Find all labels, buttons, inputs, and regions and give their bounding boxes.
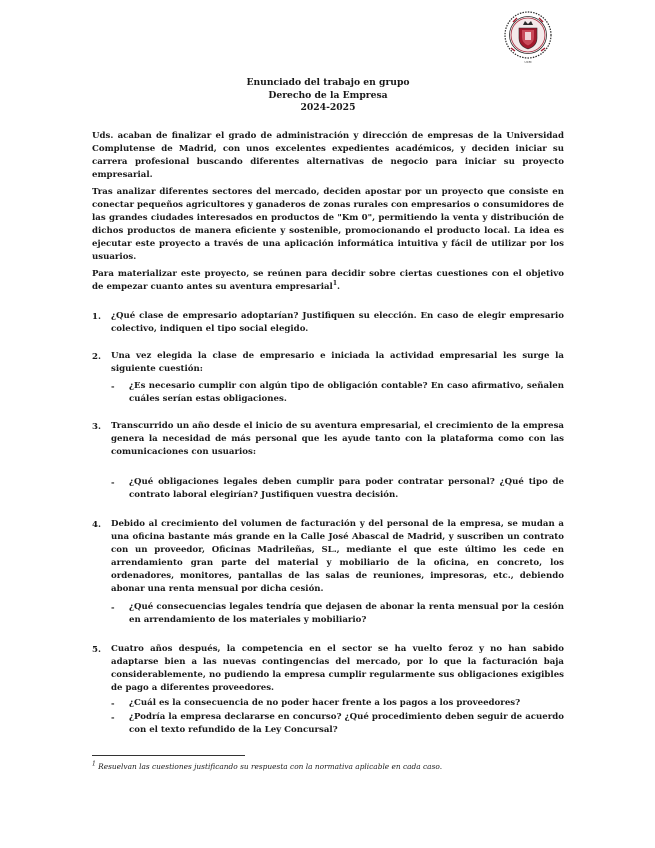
- intro-paragraph-3: [92, 268, 564, 294]
- intro-paragraph-3-text: Para materializar este proyecto, se reúnen para decidir sobre ciertas cuestiones con el objetivo de empezar cuanto antes su aventura empresarial: [92, 269, 564, 293]
- question-3-text: Transcurrido un año desde el inicio de su aventura empresarial, el crecimiento de la empresa genera la necesidad de más personal que les ayude tanto con la plataforma como con las comunicaciones con usuarios:: [111, 421, 564, 458]
- question-4-text: Debido al crecimiento del volumen de facturación y del personal de la empresa, se mudan a una oficina bastante más grande en la Calle José Abascal de Madrid, y suscriben un contrato con un proveedor, Oficinas Madrileñas, SL., mediante el que este último les cede en arrendamiento gran parte del material y mobiliario de la oficina, en concreto, los ordenadores, monitores, pantallas de las salas de reuniones, impresoras, etc., debiendo abonar una renta mensual por dicha cesión.: [111, 519, 564, 595]
- question-1-number: 1.: [92, 312, 101, 322]
- question-4-bullet-1: ¿Qué consecuencias legales tendría que dejasen de abonar la renta mensual por la cesión en arrendamiento de los materiales y mobiliario?: [129, 602, 564, 626]
- question-2-number: 2.: [92, 352, 101, 362]
- footnote-separator: [92, 755, 245, 756]
- intro-paragraph-2: Tras analizar diferentes sectores del mercado, deciden apostar por un proyecto que consiste en conectar pequeños agricultores y ganaderos de zonas rurales con empresarios o consumidores de las grandes ciudades interesados en productos de "Km 0", permitiendo la venta y distribución de dichos productos de manera eficiente y sostenible, promocionando el producto local. La idea es ejecutar este proyecto a través de una aplicación informática intuitiva y fácil de utilizar por los usuarios.: [92, 187, 564, 263]
- intro-paragraph-3-end: .: [337, 282, 340, 293]
- university-seal-icon: [503, 8, 553, 66]
- footnote-reference: 1: [332, 280, 337, 288]
- question-3-bullet-1: ¿Qué obligaciones legales deben cumplir para poder contratar personal? ¿Qué tipo de contrato laboral elegirían? Justifiquen vuestra decisión.: [129, 477, 564, 501]
- question-4-bullet-marker: -: [111, 603, 115, 613]
- question-2-bullet-marker: -: [111, 382, 115, 392]
- intro-paragraph-1: Uds. acaban de finalizar el grado de administración y dirección de empresas de la Universidad Complutense de Madrid, con unos excelentes expedientes académicos, y deciden iniciar su carrera profesional buscando diferentes alternativas de negocio para iniciar su proyecto empresarial.: [92, 131, 564, 181]
- question-5-bullet-marker-1: -: [111, 699, 115, 709]
- question-5-text: Cuatro años después, la competencia en el sector se ha vuelto feroz y no han sabido adaptarse bien a las nuevas contingencias del mercado, por lo que la facturación baja considerablemente, no pudiendo la empresa cumplir regularmente sus obligaciones exigibles de pago a diferentes proveedores.: [111, 644, 564, 694]
- document-year: 2024-2025: [300, 102, 356, 113]
- question-5-bullet-1: ¿Cuál es la consecuencia de no poder hacer frente a los pagos a los proveedores?: [129, 698, 521, 708]
- question-2-text: Una vez elegida la clase de empresario e iniciada la actividad empresarial les surge la siguiente cuestión:: [111, 351, 564, 375]
- document-subject: Derecho de la Empresa: [268, 89, 388, 101]
- footnote: [92, 762, 564, 772]
- question-5-bullet-2: ¿Podría la empresa declararse en concurso? ¿Qué procedimiento deben seguir de acuerdo con el texto refundido de la Ley Concursal?: [129, 712, 564, 736]
- question-3-number: 3.: [92, 422, 101, 432]
- question-5-number: 5.: [92, 645, 101, 655]
- question-2-bullet-1: ¿Es necesario cumplir con algún tipo de obligación contable? En caso afirmativo, señalen cuáles serían estas obligaciones.: [129, 381, 564, 405]
- document-title: Enunciado del trabajo en grupo: [246, 77, 410, 88]
- footnote-text: Resuelvan las cuestiones justificando su respuesta con la normativa aplicable en cada caso.: [95, 762, 443, 771]
- question-5-bullet-marker-2: -: [111, 713, 115, 723]
- question-3-bullet-marker: -: [111, 478, 115, 488]
- footnote-marker: 1: [92, 760, 96, 768]
- title-block: [92, 77, 564, 115]
- svg-text:UCM: UCM: [524, 60, 532, 64]
- question-1-text: ¿Qué clase de empresario adoptarían? Justifiquen su elección. En caso de elegir empresario colectivo, indiquen el tipo social elegido.: [111, 311, 564, 335]
- question-4-number: 4.: [92, 520, 101, 530]
